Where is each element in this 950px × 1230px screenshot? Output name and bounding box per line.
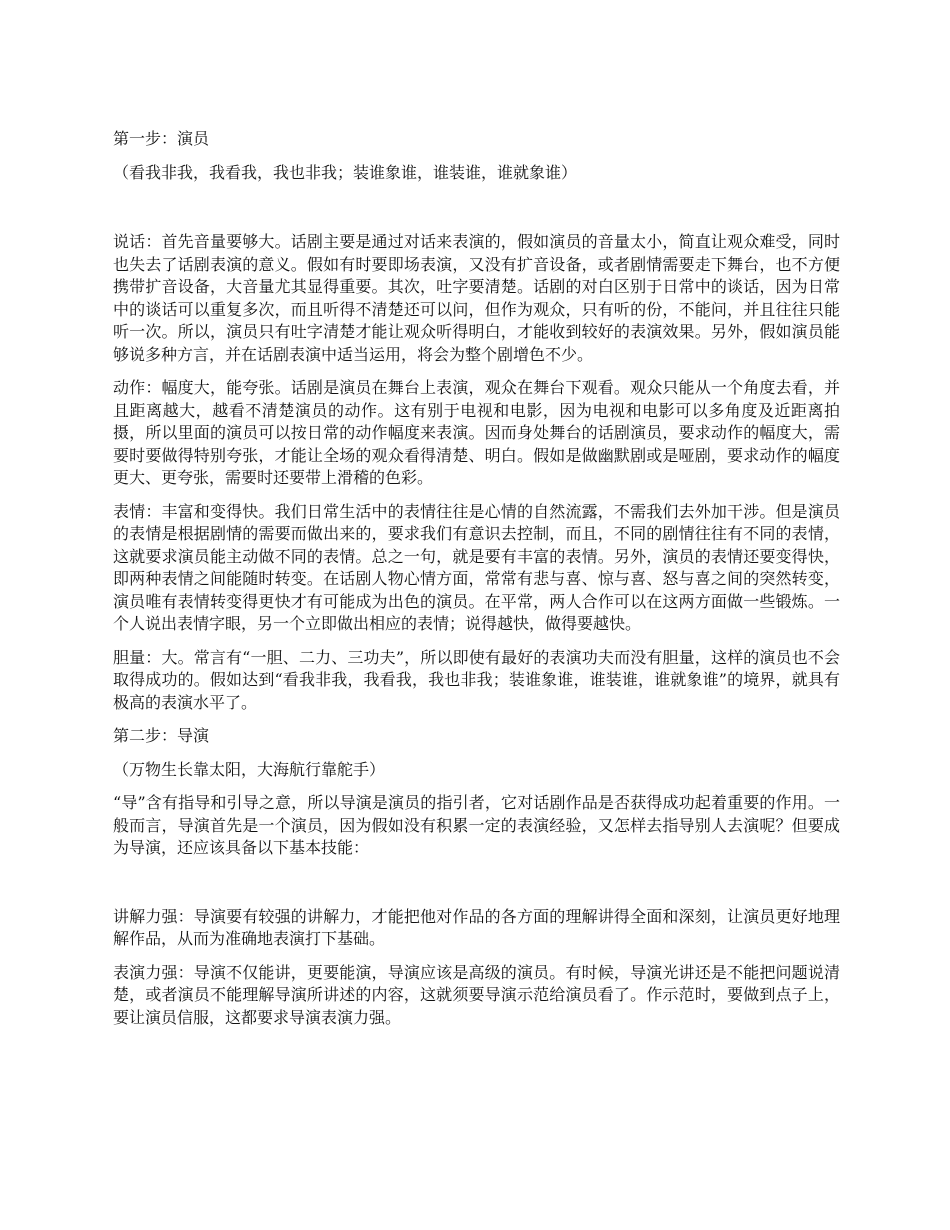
- document-body: [113, 128, 840, 1029]
- step2-motto: （万物生长靠太阳，大海航行靠舵手）: [113, 759, 386, 779]
- paragraph-action: 动作：幅度大，能夸张。话剧是演员在舞台上表演，观众在舞台下观看。观众只能从一个角度去看，并且距离越大，越看不清楚演员的动作。这有别于电视和电影，因为电视和电影可以多角度及近距离拍摄，所以里面的演员可以按日常的动作幅度来表演。因而身处舞台的话剧演员，要求动作的幅度大，需要时要做得特别夸张，才能让全场的观众看得清楚、明白。假如是做幽默剧或是哑剧，要求动作的幅度更大、更夸张，需要时还要带上滑稽的色彩。: [113, 378, 840, 487]
- step2-heading: 第二步：导演: [113, 726, 210, 745]
- paragraph-director-intro: “导”含有指导和引导之意，所以导演是演员的指引者，它对话剧作品是否获得成功起着重要的作用。一般而言，导演首先是一个演员，因为假如没有积累一定的表演经验，又怎样去指导别人去演呢？但要成为导演，还应该具备以下基本技能：: [113, 793, 840, 857]
- step1-motto: （看我非我，我看我，我也非我；装谁象谁，谁装谁，谁就象谁）: [113, 162, 578, 182]
- paragraph-expression: 表情：丰富和变得快。我们日常生活中的表情往往是心情的自然流露，不需我们去外加干涉。但是演员的表情是根据剧情的需要而做出来的，要求我们有意识去控制，而且，不同的剧情往往有不同的表情，这就要求演员能主动做不同的表情。总之一句，就是要有丰富的表情。另外，演员的表情还要变得快，即两种表情之间能随时转变。在话剧人物心情方面，常常有悲与喜、惊与喜、怒与喜之间的突然转变，演员唯有表情转变得更快才有可能成为出色的演员。在平常，两人合作可以在这两方面做一些锻炼。一个人说出表情字眼，另一个立即做出相应的表情；说得越快，做得要越快。: [113, 501, 840, 633]
- paragraph-speech: 说话：首先音量要够大。话剧主要是通过对话来表演的，假如演员的音量太小，简直让观众难受，同时也失去了话剧表演的意义。假如有时要即场表演，又没有扩音设备，或者剧情需要走下舞台，也不方便携带扩音设备，大音量尤其显得重要。其次，吐字要清楚。话剧的对白区别于日常中的谈话，因为日常中的谈话可以重复多次，而且听得不清楚还可以问，但作为观众，只有听的份，不能问，并且往往只能听一次。所以，演员只有吐字清楚才能让观众听得明白，才能收到较好的表演效果。另外，假如演员能够说多种方言，并在话剧表演中适当运用，将会为整个剧增色不少。: [113, 232, 840, 364]
- step1-heading: 第一步：演员: [113, 129, 210, 148]
- paragraph-perform: 表演力强：导演不仅能讲，更要能演，导演应该是高级的演员。有时候，导演光讲还是不能把问题说清楚，或者演员不能理解导演所讲述的内容，这就须要导演示范给演员看了。作示范时，要做到点子上，要让演员信服，这都要求导演表演力强。: [113, 962, 840, 1027]
- paragraph-explain: 讲解力强：导演要有较强的讲解力，才能把他对作品的各方面的理解讲得全面和深刻，让演员更好地理解作品，从而为准确地表演打下基础。: [113, 906, 840, 948]
- paragraph-courage: 胆量：大。常言有“一胆、二力、三功夫”，所以即使有最好的表演功夫而没有胆量，这样的演员也不会取得成功的。假如达到“看我非我，我看我，我也非我；装谁象谁，谁装谁，谁就象谁”的境界，就具有极高的表演水平了。: [113, 647, 840, 712]
